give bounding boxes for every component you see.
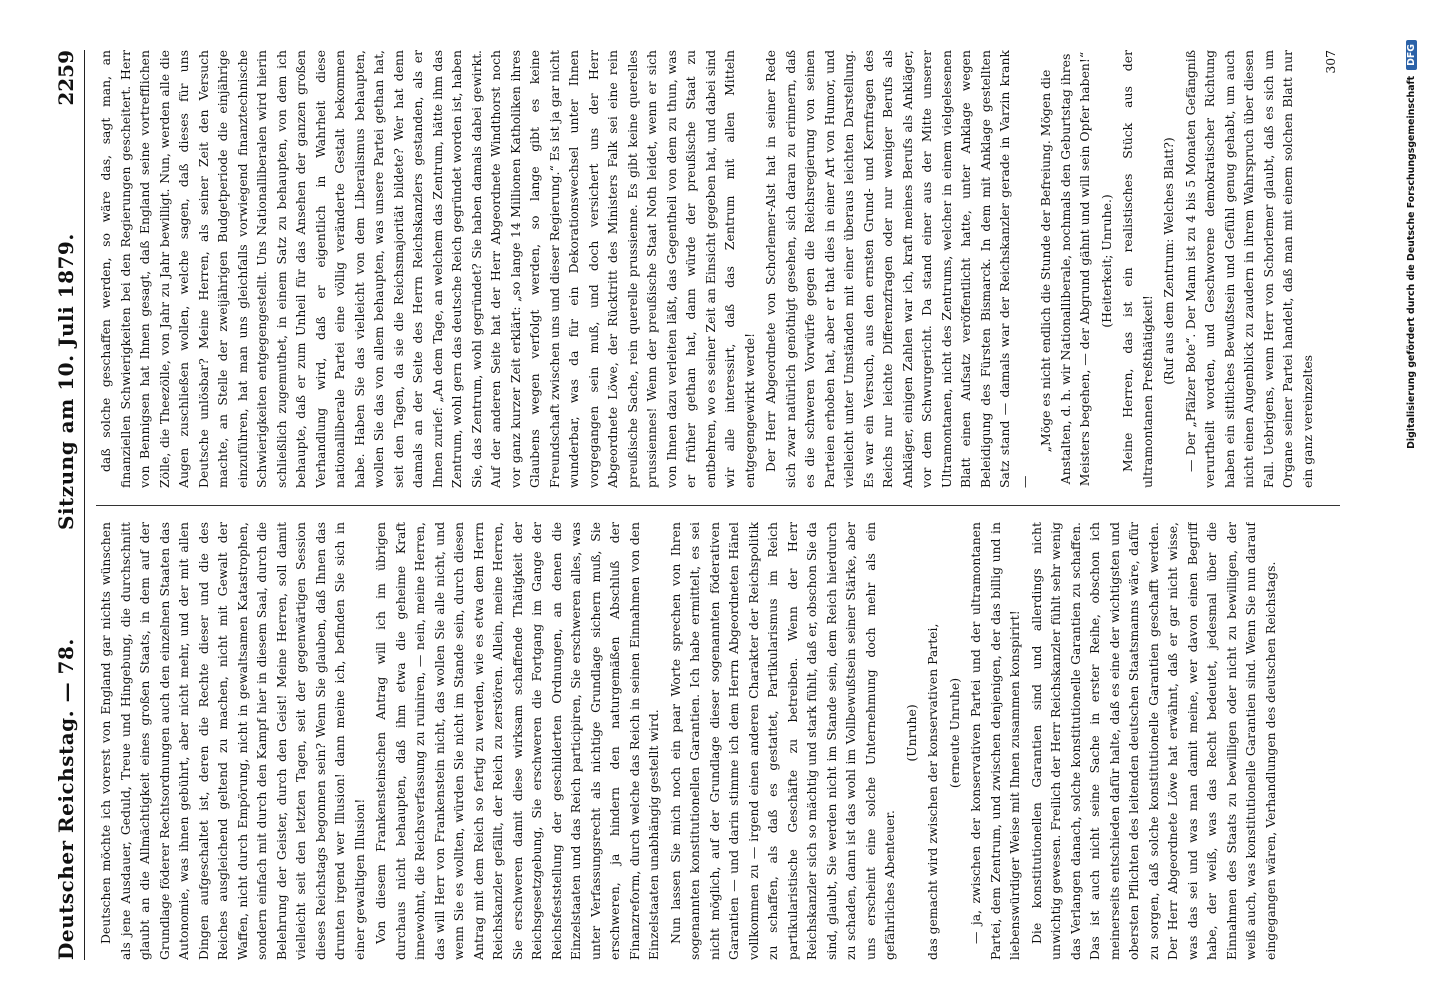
header-session-date: Sitzung am 10. Juli 1879.: [54, 233, 78, 530]
page-header: [50, 50, 85, 960]
left-column-paragraph: Nun lassen Sie mich noch ein paar Worte sprechen von Ihren sogenannten konstitutionellen Garantien. Ich habe ermittelt, es sei nicht möglich, auf der Grundlage dieser sogenannten föderativen Garantien — und darin stimme ich dem Herrn Abgeordneten Hänel vollkommen zu — irgend einen anderen Charakter der Reichspolitik zu schaffen, als daß es gestattet, Partikularismus im Reich partikularistische Geschäfte zu betreiben. Wenn der Herr Reichskanzler sich so mächtig und stark fühlt, daß er, obschon Sie da sind, glaubt, Sie werden nicht im Stande sein, dem Reich hierdurch zu schaden, dann ist das wohl im Vollbewußtsein seiner Stärke, aber uns erscheint eine solche Unternehmung doch mehr als ein gefährliches Abenteuer.: [667, 522, 897, 960]
right-column-paragraph: (Ruf aus dem Zentrum: Welches Blatt?): [1161, 137, 1176, 385]
right-column-paragraph: „Möge es nicht endlich die Stunde der Befreiung. Mögen die Anstalten, d. h. wir Nationalliberale, nochmals den Geburtstag ihres Meisters begehen, — der Abgrund gähnt und will sein Opfer haben!“: [1038, 51, 1092, 487]
dfg-logo: DFG: [1406, 40, 1417, 70]
right-column-paragraph: (Heiterkeit; Unruhe.): [1098, 194, 1114, 328]
right-text-column: [96, 50, 1340, 488]
left-column-paragraph: Die konstitutionellen Garantien sind und allerdings nicht unwichtig gewesen. Freilich der Herr Reichskanzler fühlt sehr wenig das Verlangen danach, solche konstitutionelle Garantien zu schaffen. Das ist auch nicht seine Sache in erster Reihe, obschon ich meinerseits entschieden dafür halte, daß es eine der wichtigsten und obersten Pflichten des leitenden deutschen Staatsmanns wäre, dafür zu sorgen, daß solche konstitutionelle Garantien geschafft werden. Der Herr Abgeordnete Löwe hat erwähnt, daß er gar nicht wisse, was das sei und was man damit meine, wer davon einen Begriff habe, der weiß, was das Recht bedeutet, jedesmal über die Einnahmen des Staats zu bewilligen oder nicht zu bewilligen, der weiß auch, was konstitutionelle Garantien sind. Wenn Sie nun darauf eingegangen wären, Verhandlungen des deutschen Reichstags.: [1028, 522, 1278, 960]
left-column-paragraph: das gemacht wird zwischen der konservativen Partei,: [925, 623, 940, 960]
left-column-paragraph: — ja, zwischen der konservativen Partei und der ultramontanen Partei, dem Zentrum, und zwischen denjenigen, der das billig und in liebenswürdiger Weise mit Ihnen zusammen konspirirt!: [968, 522, 1022, 960]
watermark-text: Digitalisierung gefördert durch die Deutsche Forschungsgemeinschaft: [1406, 75, 1417, 449]
page-number: 2259: [54, 50, 78, 106]
right-column-paragraph: daß solche geschaffen werden, so wäre das, sagt man, an finanziellen Schwierigkeiten bei den Regierungen gescheitert. Herr von Bennigsen hat Ihnen gesagt, daß England seine vortrefflichen Zölle, die Theezölle, von Jahr zu Jahr bewilligt. Nun, werden alle die Augen zuschließen wollen, welche sagen, daß dieses für uns Deutsche unlösbar? Meine Herren, als seiner Zeit den Versuch machte, an Stelle der zweijährigen Budgetperiode die einjährige einzuführen, hat man uns gleichfalls vorwiegend finanztechnische Schwierigkeiten entgegengestellt. Uns Nationalliberalen wird hierin schließlich zugemuthet, in einem Satz zu behaupten, von dem ich behaupte, daß er zum Unheil für das Ansehen der ganzen großen Verhandlung wird, daß er eigentlich in Wahrheit diese nationalliberale Partei eine völlig veränderte Gestalt bekommen habe. Haben Sie das vielleicht von dem Liberalismus behaupten, wollen Sie das von allem behaupten, was unsere Partei gethan hat, seit den Tagen, da sie die Reichsmajorität bildete? Wer hat denn damals an der Seite des Herrn Reichskanzlers gestanden, als er Ihnen zurief: „An dem Tage, an welchem das Zentrum, hätte ihm das Zentrum, wohl gern das deutsche Reich gegründet worden ist, haben Sie, das Zentrum, wohl gegründet? Sie haben damals dabei gewirkt. Auf der anderen Seite hat der Herr Abgeordnete Windthorst noch vor ganz kurzer Zeit erklärt: „so lange 14 Millionen Katholiken ihres Glaubens wegen verfolgt werden, so lange gibt es keine Freundschaft zwischen uns und dieser Regierung.“ Es ist ja gar nicht wunderbar, was da für ein Dekorationswechsel unter Ihnen vorgegangen sein muß, und doch versichert uns der Herr Abgeordnete Löwe, der Rücktritt des Ministers Falk sei eine rein preußische Sache, rein querelle prussienne. Es gibt keine querelles prussiennes! Wenn der preußische Staat Noth leidet, wenn er sich von Ihnen dazu verleiten läßt, das Gegentheil von dem zu thun, was er früher gethan hat, dann würde der preußische Staat zu entbehren, wo es seiner Zeit an Einsicht gegeben hat, und dabei sind wir alle interessirt, daß das Zentrum mit allen Mitteln entgegengewirkt werde!: [98, 50, 757, 488]
header-left-title: Deutscher Reichstag. — 78.: [54, 638, 78, 960]
left-column-paragraph: Deutschen möchte ich vorerst von England gar nichts wünschen als jene Ausdauer, Geduld, Treue und Hingebung, die durchschnitt glaubt an die Allmächtigkeit eines großen Staats, in dem auf der Grundlage föderer Rechtsordnungen auch den einzelnen Staaten das Autonomie, was ihnen gebührt, aber nicht mehr, und der mit allen Dingen aufgeschaltet ist, deren die Rechte dieser und die des Reiches ausgleichend geltend zu machen, nicht mit Gewalt der Waffen, nicht durch Empörung, nicht in gewaltsamen Katastrophen, sondern einfach mit durch den Kampf hier in diesem Saal, durch die Belehrung der Geister, durch den Geist! Meine Herren, soll damit vielleicht seit den letzten Tagen, seit der gegenwärtigen Session dieses Reichstags begonnen sein? Wenn Sie glauben, daß Ihnen das drunten irgend wer Illusion! dann meine ich, befinden Sie sich in einer gewaltigen Illusion!: [98, 522, 367, 960]
left-column-paragraph: (erneute Unruhe): [946, 677, 962, 789]
left-text-column: [96, 522, 1340, 960]
right-column-paragraph: Der Herr Abgeordnete von Schorlemer-Alst hat in seiner Rede sich zwar natürlich genöthigt gesehen, sich daran zu erinnern, daß es die schweren Vorwürfe gegen die Reichsregierung von seinen Parteien erhoben hat, aber er that dies in einer Art von Humor, und vielleicht unter Umständen mit einer überaus leichten Darstellung. Es war ein Versuch, aus den ernsten Grund- und Kernfragen des Reichs nur leichte Differenzfragen oder nur weniger Berufs als Ankläger, einigen Zahlen war ich, kraft meines Berufs als Ankläger, vor dem Schwurgericht. Da stand einer aus der Mitte unserer Ultramontanen, nicht des Zentrums, welcher in einem vielgelesenen Blatt einen Aufsatz veröffentlicht hatte, unter Anklage wegen Beleidigung des Fürsten Bismarck. In dem mit Anklage gestellten Satz stand — damals war der Reichskanzler gerade in Varzin krank —: [763, 50, 1032, 488]
left-column-paragraph: Von diesem Frankensteinschen Antrag will ich im übrigen durchaus nicht behaupten, daß ihm etwa die geheime Kraft innewohnt, die Reichsverfassung zu ruiniren, — nein, meine Herren, das will Herr von Frankenstein nicht, das wollen Sie alle nicht, und wenn Sie es wollten, würden Sie nicht im Stande sein, durch diesen Antrag mit dem Reich so fertig zu werden, wie es etwa dem Herrn Reichskanzler gefällt, der Reich zu zerstören. Allein, meine Herren, Sie erschweren damit diese wirksam schaffende Thätigkeit der Reichsgesetzgebung, Sie erschweren die Fortgang im Gange der Reichsfeststellung der geschilderten Ordnungen, an denen die Einzelstaaten und das Reich participiren, Sie erschweren alles, was unter Verfassungsrecht als nichtige Grundlage sichern muß, Sie erschweren, ja hindern den naturgemäßen Abschluß der Finanzreform, durch welche das Reich in seinen Einnahmen von den Einzelstaaten unabhängig gestellt wird.: [373, 522, 661, 960]
right-column-paragraph: — Der „Pfälzer Bote“. Der Mann ist zu 4 bis 5 Monaten Gefängniß verurtheilt worden, und Geschworene demokratischer Richtung haben ein sittliches Bewußtsein und Gefühl genug gehabt, um auch nicht einen Augenblick zu zaudern in ihrem Wahrspruch über diesen Fall. Uebrigens, wenn Herr von Schorlemer glaubt, daß es sich um Organe seiner Partei handelt, daß man mit einem solchen Blatt nur ein ganz vereinzeltes: [1182, 50, 1315, 488]
right-column-paragraph: Meine Herren, das ist ein realistisches Stück aus der ultramontanen Preßthätigkeit!: [1120, 50, 1155, 488]
left-column-paragraph: (Unruhe): [903, 704, 919, 762]
signature-mark: 307: [1323, 50, 1338, 74]
dfg-watermark: [1406, 40, 1417, 700]
column-divider: [96, 505, 1340, 506]
